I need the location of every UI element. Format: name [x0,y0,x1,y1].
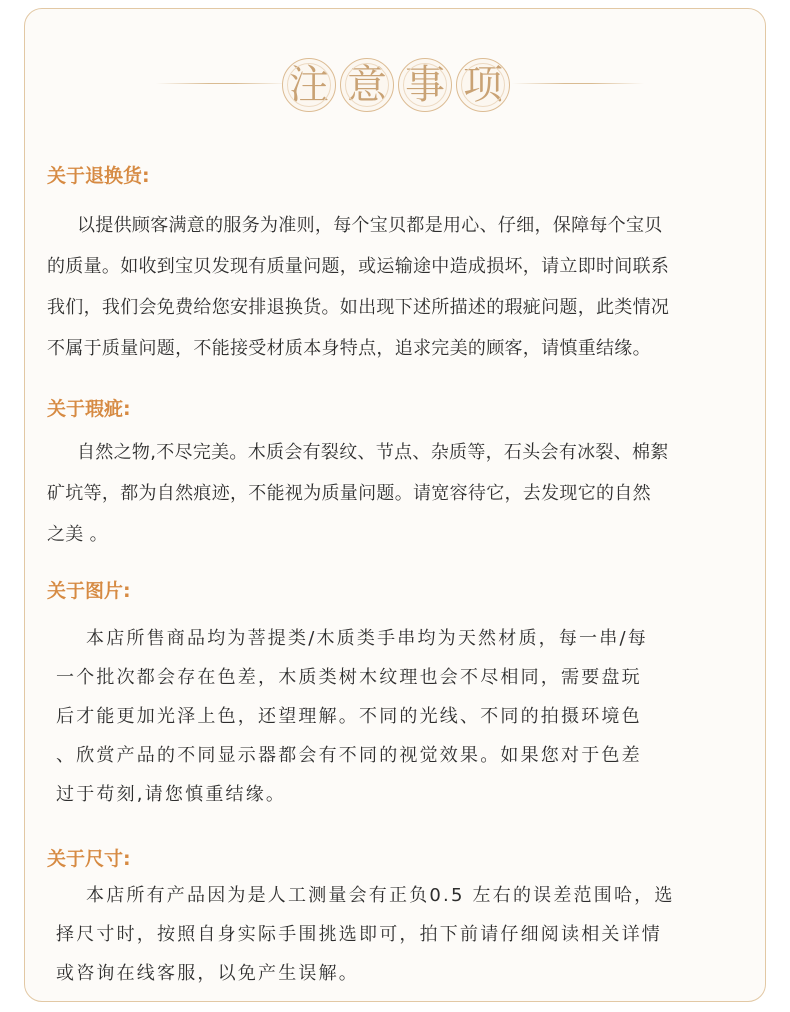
body-line: 不属于质量问题，不能接受材质本身特点，追求完美的顾客，请慎重结缘。 [47,338,651,359]
body-line: 、欣赏产品的不同显示器都会有不同的视觉效果。如果您对于色差 [56,745,642,766]
title-char-badge: 事 [398,58,452,112]
title-divider-left [156,83,288,84]
section-heading-flaws: 关于瑕疵: [47,398,131,420]
body-line: 以提供顾客满意的服务为准则，每个宝贝都是用心、仔细，保障每个宝贝 [77,215,663,236]
section-body-flaws [47,432,669,555]
section-body-size [56,876,675,993]
title-divider-right [512,83,644,84]
section-heading-size: 关于尺寸: [47,848,131,870]
body-line: 之美 。 [47,524,108,545]
section-body-photos [56,619,648,814]
body-line: 一个批次都会存在色差，木质类树木纹理也会不尽相同，需要盘玩 [56,667,642,688]
title-char-badge: 意 [340,58,394,112]
body-line: 我们，我们会免费给您安排退换货。如出现下述所描述的瑕疵问题，此类情况 [47,297,670,318]
body-line: 矿坑等，都为自然痕迹，不能视为质量问题。请宽容待它，去发现它的自然 [47,483,651,504]
body-line: 后才能更加光泽上色，还望理解。不同的光线、不同的拍摄环境色 [56,706,642,727]
body-line: 过于苟刻,请您慎重结缘。 [56,784,287,805]
page-title [24,58,766,120]
body-line: 的质量。如收到宝贝发现有质量问题，或运输途中造成损坏，请立即时间联系 [47,256,670,277]
title-char-badge: 注 [282,58,336,112]
body-line: 本店所有产品因为是人工测量会有正负0.5 左右的误差范围哈，选 [86,885,675,906]
body-line: 自然之物,不尽完美。木质会有裂纹、节点、杂质等，石头会有冰裂、棉絮 [77,442,669,463]
title-badges [282,58,514,112]
title-char-badge: 项 [456,58,510,112]
body-line: 或咨询在线客服，以免产生误解。 [56,963,359,984]
body-line: 本店所售商品均为菩提类/木质类手串均为天然材质，每一串/每 [86,628,648,649]
body-line: 择尺寸时，按照自身实际手围挑选即可，拍下前请仔细阅读相关详情 [56,924,662,945]
section-heading-photos: 关于图片: [47,580,131,602]
section-heading-returns: 关于退换货: [47,165,150,187]
section-body-returns [47,205,669,369]
